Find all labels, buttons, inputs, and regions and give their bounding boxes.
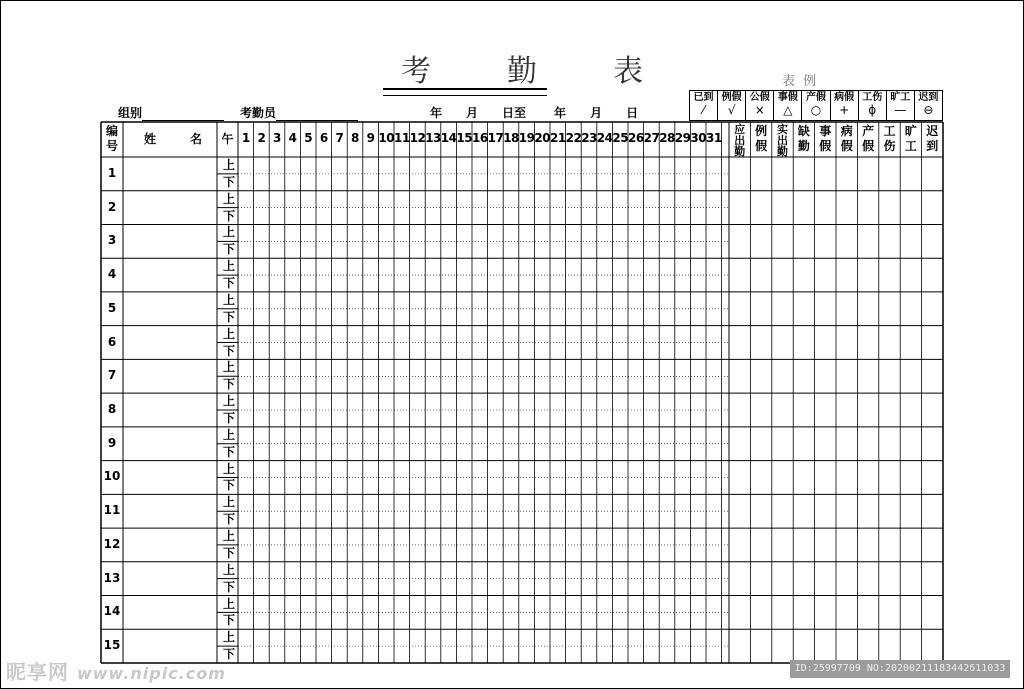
- col-name-header-1: 姓: [143, 132, 156, 146]
- watermark-url: www.nipic.com: [76, 664, 226, 683]
- col-number-header-2: 号: [105, 139, 118, 153]
- half-am-label: 上: [222, 495, 235, 510]
- summary-header: [836, 124, 857, 154]
- half-am-label: 上: [222, 292, 235, 307]
- summary-header: [815, 124, 836, 154]
- summary-header-char: 例: [755, 124, 768, 138]
- summary-header-char: 出: [776, 134, 788, 147]
- legend-label: 工伤: [862, 92, 883, 103]
- row-number: 1: [107, 165, 117, 180]
- summary-header-char: 到: [926, 139, 939, 153]
- title-char-3: 表: [613, 54, 643, 89]
- row-number: 10: [103, 469, 121, 484]
- day-header: 30: [690, 131, 707, 145]
- day-header: 26: [628, 131, 644, 145]
- day-header: 23: [581, 131, 597, 145]
- legend-label: 产假: [805, 92, 826, 103]
- half-pm-label: 下: [222, 343, 235, 358]
- legend-label: 旷工: [890, 92, 911, 103]
- day-header: 21: [550, 131, 566, 145]
- day-header: 27: [643, 131, 660, 145]
- day-header: 15: [456, 131, 473, 145]
- summary-header-char: 迟: [926, 124, 939, 138]
- summary-header: [857, 124, 878, 154]
- legend-label: 迟到: [918, 92, 939, 103]
- legend-symbol: ×: [754, 103, 765, 117]
- day-header: 19: [518, 131, 535, 145]
- summary-header-char: 勤: [776, 145, 788, 158]
- day-header: 28: [659, 131, 675, 145]
- summary-header-char: 假: [862, 139, 875, 153]
- summary-header-char: 病: [840, 124, 853, 138]
- date-year-1: 年: [430, 106, 443, 120]
- summary-header-char: 出: [734, 134, 746, 147]
- day-header: 20: [534, 131, 551, 145]
- half-am-label: 上: [222, 394, 235, 409]
- day-header: 17: [487, 131, 504, 145]
- half-pm-label: 下: [222, 377, 235, 392]
- half-am-label: 上: [222, 191, 235, 206]
- row-number: 7: [107, 368, 117, 383]
- col-name-header-2: 名: [189, 132, 202, 146]
- summary-header-char: 工: [904, 139, 917, 153]
- day-header: 3: [273, 131, 281, 145]
- day-header: 11: [394, 131, 410, 145]
- col-number-header-1: 编: [105, 124, 118, 138]
- legend-symbol: △: [783, 103, 793, 117]
- summary-header-char: 工: [883, 124, 896, 138]
- day-header: 31: [706, 131, 722, 145]
- half-pm-label: 下: [222, 579, 235, 594]
- day-header: 9: [366, 131, 375, 145]
- day-header: 2: [257, 131, 266, 145]
- row-number: 12: [103, 536, 121, 551]
- summary-header-char: 产: [862, 124, 875, 138]
- summary-header: [729, 124, 750, 157]
- row-number: 5: [107, 300, 117, 315]
- half-pm-label: 下: [222, 309, 235, 324]
- legend-symbol: ⁄: [702, 103, 705, 117]
- date-month-1: 月: [466, 106, 479, 120]
- half-pm-label: 下: [222, 411, 235, 425]
- row-number: 14: [103, 604, 121, 619]
- half-am-label: 上: [222, 596, 235, 611]
- summary-header: [750, 124, 771, 154]
- half-pm-label: 下: [222, 174, 235, 189]
- legend-symbol: +: [839, 103, 850, 117]
- summary-header-char: 旷: [904, 124, 917, 138]
- half-am-label: 上: [222, 158, 235, 172]
- row-number: 9: [107, 435, 117, 450]
- row-number: 8: [107, 402, 117, 416]
- summary-header: [922, 124, 943, 154]
- summary-header-char: 事: [819, 124, 832, 138]
- half-pm-label: 下: [222, 444, 235, 459]
- day-header: 29: [674, 131, 691, 145]
- half-pm-label: 下: [222, 613, 235, 628]
- half-am-label: 上: [222, 427, 235, 442]
- half-am-label: 上: [222, 259, 235, 274]
- date-month-2: 月: [590, 106, 603, 120]
- day-header: 16: [472, 131, 488, 145]
- legend-caption: 表 例: [782, 74, 819, 89]
- title-char-1: 考: [401, 54, 431, 89]
- legend-label: 公假: [749, 92, 770, 103]
- summary-header-char: 勤: [734, 145, 746, 158]
- summary-header-char: 假: [755, 139, 768, 153]
- half-pm-label: 下: [222, 242, 235, 257]
- summary-header: [793, 124, 814, 154]
- half-pm-label: 下: [222, 545, 235, 560]
- day-header: 13: [425, 131, 441, 145]
- summary-header: [900, 124, 921, 154]
- half-am-label: 上: [222, 360, 235, 375]
- row-number: 2: [107, 199, 117, 214]
- half-am-label: 上: [222, 529, 235, 544]
- half-am-label: 上: [222, 630, 235, 645]
- date-day-2: 日: [626, 106, 639, 120]
- summary-header-char: 缺: [797, 124, 810, 138]
- legend-symbol: —: [894, 103, 907, 117]
- day-header: 4: [288, 131, 297, 145]
- half-pm-label: 下: [222, 208, 235, 223]
- day-header: 5: [304, 131, 313, 145]
- summary-header-char: 假: [819, 139, 832, 153]
- legend-label: 已到: [693, 92, 714, 103]
- summary-header: [772, 124, 793, 157]
- half-am-label: 上: [222, 562, 235, 577]
- day-header: 12: [409, 131, 426, 145]
- legend-symbol: ○: [810, 103, 822, 117]
- watermark-logo-text: 昵享网: [6, 660, 69, 684]
- day-header: 25: [612, 131, 629, 145]
- half-am-label: 上: [222, 461, 235, 476]
- legend-symbol: ⊖: [923, 103, 934, 117]
- half-pm-label: 下: [222, 512, 235, 527]
- summary-header-char: 假: [840, 139, 853, 153]
- row-number: 11: [103, 503, 121, 518]
- group-label: 组别: [118, 106, 143, 120]
- day-header: 18: [503, 131, 519, 145]
- title-char-2: 勤: [507, 54, 537, 89]
- summary-header-char: 实: [776, 123, 788, 136]
- day-header: 24: [596, 131, 613, 145]
- summary-header: [879, 124, 900, 154]
- checker-label: 考勤员: [240, 106, 277, 120]
- day-header: 22: [565, 131, 582, 145]
- day-header: 7: [335, 131, 344, 145]
- watermark-logo: [6, 656, 226, 685]
- summary-header-char: 应: [734, 123, 746, 136]
- date-year-2: 年: [554, 106, 567, 120]
- row-number: 4: [107, 267, 117, 282]
- row-number: 13: [103, 570, 121, 585]
- legend-symbol: ϕ: [868, 103, 877, 117]
- day-header: 8: [351, 131, 359, 145]
- day-header: 14: [440, 131, 457, 145]
- watermark-id: ID:25997709 NO:20200211183442611033: [790, 660, 1010, 678]
- col-period-header: 午: [221, 132, 234, 146]
- legend-label: 事假: [777, 92, 798, 103]
- half-pm-label: 下: [222, 647, 235, 662]
- day-header: 10: [378, 131, 395, 145]
- half-pm-label: 下: [222, 478, 235, 493]
- row-number: 15: [103, 638, 121, 653]
- summary-header-char: 勤: [797, 139, 810, 153]
- half-am-label: 上: [222, 225, 235, 240]
- date-day-to: 日至: [502, 106, 527, 120]
- half-pm-label: 下: [222, 276, 235, 291]
- row-number: 6: [107, 334, 117, 349]
- legend-label: 例假: [721, 92, 742, 103]
- day-header: 1: [241, 131, 250, 145]
- day-header: 6: [319, 131, 328, 145]
- legend-symbol: √: [727, 103, 736, 117]
- legend-label: 病假: [834, 92, 855, 103]
- summary-header-char: 伤: [883, 139, 896, 153]
- half-am-label: 上: [222, 326, 235, 341]
- row-number: 3: [107, 233, 117, 248]
